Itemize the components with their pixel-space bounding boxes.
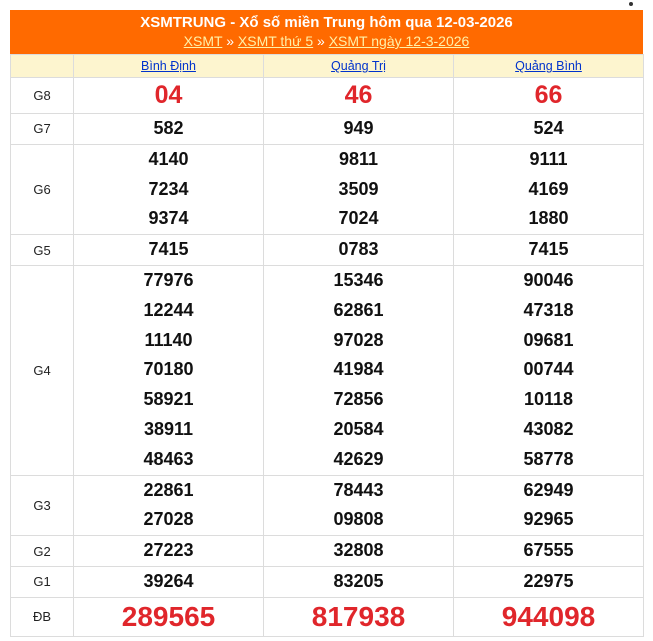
prize-number: 42629 [333, 448, 384, 469]
prize-number: 27223 [143, 540, 194, 561]
prize-cell [74, 235, 264, 266]
prize-cell [264, 566, 454, 597]
prize-number: 43082 [523, 418, 574, 439]
prize-number: 39264 [143, 570, 194, 591]
prize-label: G8 [11, 78, 74, 114]
prize-number: 582 [153, 118, 184, 138]
prize-number: 4140 [148, 148, 189, 169]
province-link-quang-tri[interactable]: Quảng Trị [331, 59, 386, 73]
prize-cell [454, 235, 644, 266]
prize-row [11, 597, 644, 636]
prize-number: 3509 [338, 178, 379, 199]
prize-number: 9111 [529, 148, 568, 169]
prize-label: G5 [11, 235, 74, 266]
prize-label: G3 [11, 475, 74, 536]
prize-cell [74, 144, 264, 234]
prize-row [11, 536, 644, 567]
prize-number: 58921 [143, 389, 194, 410]
province-header-cell [74, 55, 264, 78]
prize-cell [74, 114, 264, 145]
prize-number: 7415 [148, 239, 189, 260]
prize-number: 817938 [311, 600, 406, 632]
prize-number: 289565 [121, 600, 216, 632]
prize-label: G1 [11, 566, 74, 597]
province-link-quang-binh[interactable]: Quảng Bình [515, 59, 582, 73]
prize-number: 09808 [333, 509, 384, 530]
prize-number: 83205 [333, 570, 384, 591]
prize-cell [74, 566, 264, 597]
prize-cell [454, 475, 644, 536]
prize-number: 27028 [143, 509, 194, 530]
prize-number: 20584 [333, 418, 384, 439]
prize-number: 09681 [523, 329, 574, 350]
prize-cell [454, 78, 644, 114]
prize-number: 7024 [338, 208, 379, 229]
prize-number: 1880 [528, 208, 569, 229]
prize-number: 32808 [333, 540, 384, 561]
prize-number: 22861 [143, 479, 194, 500]
prize-number: 77976 [143, 269, 194, 290]
breadcrumb-xsmt-link[interactable]: XSMT [183, 33, 223, 49]
results-panel [10, 10, 643, 637]
prize-number: 58778 [523, 448, 574, 469]
prize-number: 00744 [523, 359, 574, 380]
prize-number: 9811 [338, 148, 379, 169]
prize-number: 4169 [528, 178, 569, 199]
province-header-cell [264, 55, 454, 78]
prize-cell [264, 235, 454, 266]
prize-cell [74, 78, 264, 114]
prize-cell [264, 475, 454, 536]
prize-number: 72856 [333, 389, 384, 410]
prize-cell [454, 566, 644, 597]
breadcrumb-separator: » [317, 33, 325, 49]
prize-cell [454, 144, 644, 234]
prize-number: 97028 [333, 329, 384, 350]
prize-row [11, 265, 644, 475]
prize-number: 7234 [148, 178, 189, 199]
page-title: XSMTRUNG - Xổ số miền Trung hôm qua 12-03-2026 [140, 14, 513, 31]
prize-cell [74, 597, 264, 636]
results-table [10, 54, 644, 637]
prize-number: 10118 [523, 389, 574, 410]
prize-row [11, 235, 644, 266]
prize-number: 949 [343, 118, 374, 138]
prize-cell [74, 536, 264, 567]
prize-number: 15346 [333, 269, 384, 290]
prize-cell [454, 114, 644, 145]
prize-cell [454, 597, 644, 636]
prize-number: 7415 [528, 239, 569, 260]
prize-number: 92965 [523, 509, 574, 530]
prize-number: 11140 [144, 329, 193, 350]
prize-number: 47318 [523, 299, 574, 320]
prize-cell [264, 78, 454, 114]
prize-number: 0783 [338, 239, 379, 260]
prize-number: 12244 [143, 299, 194, 320]
prize-number: 46 [344, 81, 373, 109]
prize-row [11, 475, 644, 536]
prize-table-body [11, 78, 644, 637]
prize-cell [264, 144, 454, 234]
province-header-cell [454, 55, 644, 78]
prize-cell [454, 536, 644, 567]
prize-cell [264, 536, 454, 567]
province-header-row [11, 55, 644, 78]
results-header [10, 10, 643, 54]
prize-row [11, 114, 644, 145]
prize-cell [74, 265, 264, 475]
prize-label: G7 [11, 114, 74, 145]
breadcrumb-xsmt-thu5-link[interactable]: XSMT thứ 5 [237, 33, 314, 49]
prize-number: 04 [154, 81, 183, 109]
prize-number: 67555 [523, 540, 574, 561]
prize-number: 38911 [143, 418, 194, 439]
prize-row [11, 144, 644, 234]
province-link-binh-dinh[interactable]: Bình Định [141, 59, 196, 73]
prize-number: 48463 [143, 448, 194, 469]
prize-number: 62861 [333, 299, 384, 320]
prize-label: G4 [11, 265, 74, 475]
prize-number: 41984 [333, 359, 384, 380]
prize-row [11, 78, 644, 114]
prize-number: 70180 [143, 359, 194, 380]
prize-number: 9374 [148, 208, 189, 229]
prize-number: 944098 [501, 600, 596, 632]
prize-cell [454, 265, 644, 475]
prize-label: ĐB [11, 597, 74, 636]
prize-number: 78443 [333, 479, 384, 500]
prize-label: G6 [11, 144, 74, 234]
corner-dot-icon [629, 2, 633, 6]
prize-number: 524 [533, 118, 564, 138]
prize-number: 22975 [523, 570, 574, 591]
header-corner-cell [11, 55, 74, 78]
breadcrumb [10, 32, 643, 50]
prize-cell [264, 265, 454, 475]
prize-number: 90046 [523, 269, 574, 290]
prize-cell [74, 475, 264, 536]
prize-cell [264, 597, 454, 636]
prize-label: G2 [11, 536, 74, 567]
prize-row [11, 566, 644, 597]
prize-number: 66 [534, 81, 563, 109]
breadcrumb-xsmt-date-link[interactable]: XSMT ngày 12-3-2026 [328, 33, 470, 49]
breadcrumb-separator: » [226, 33, 234, 49]
prize-number: 62949 [523, 479, 574, 500]
prize-cell [264, 114, 454, 145]
